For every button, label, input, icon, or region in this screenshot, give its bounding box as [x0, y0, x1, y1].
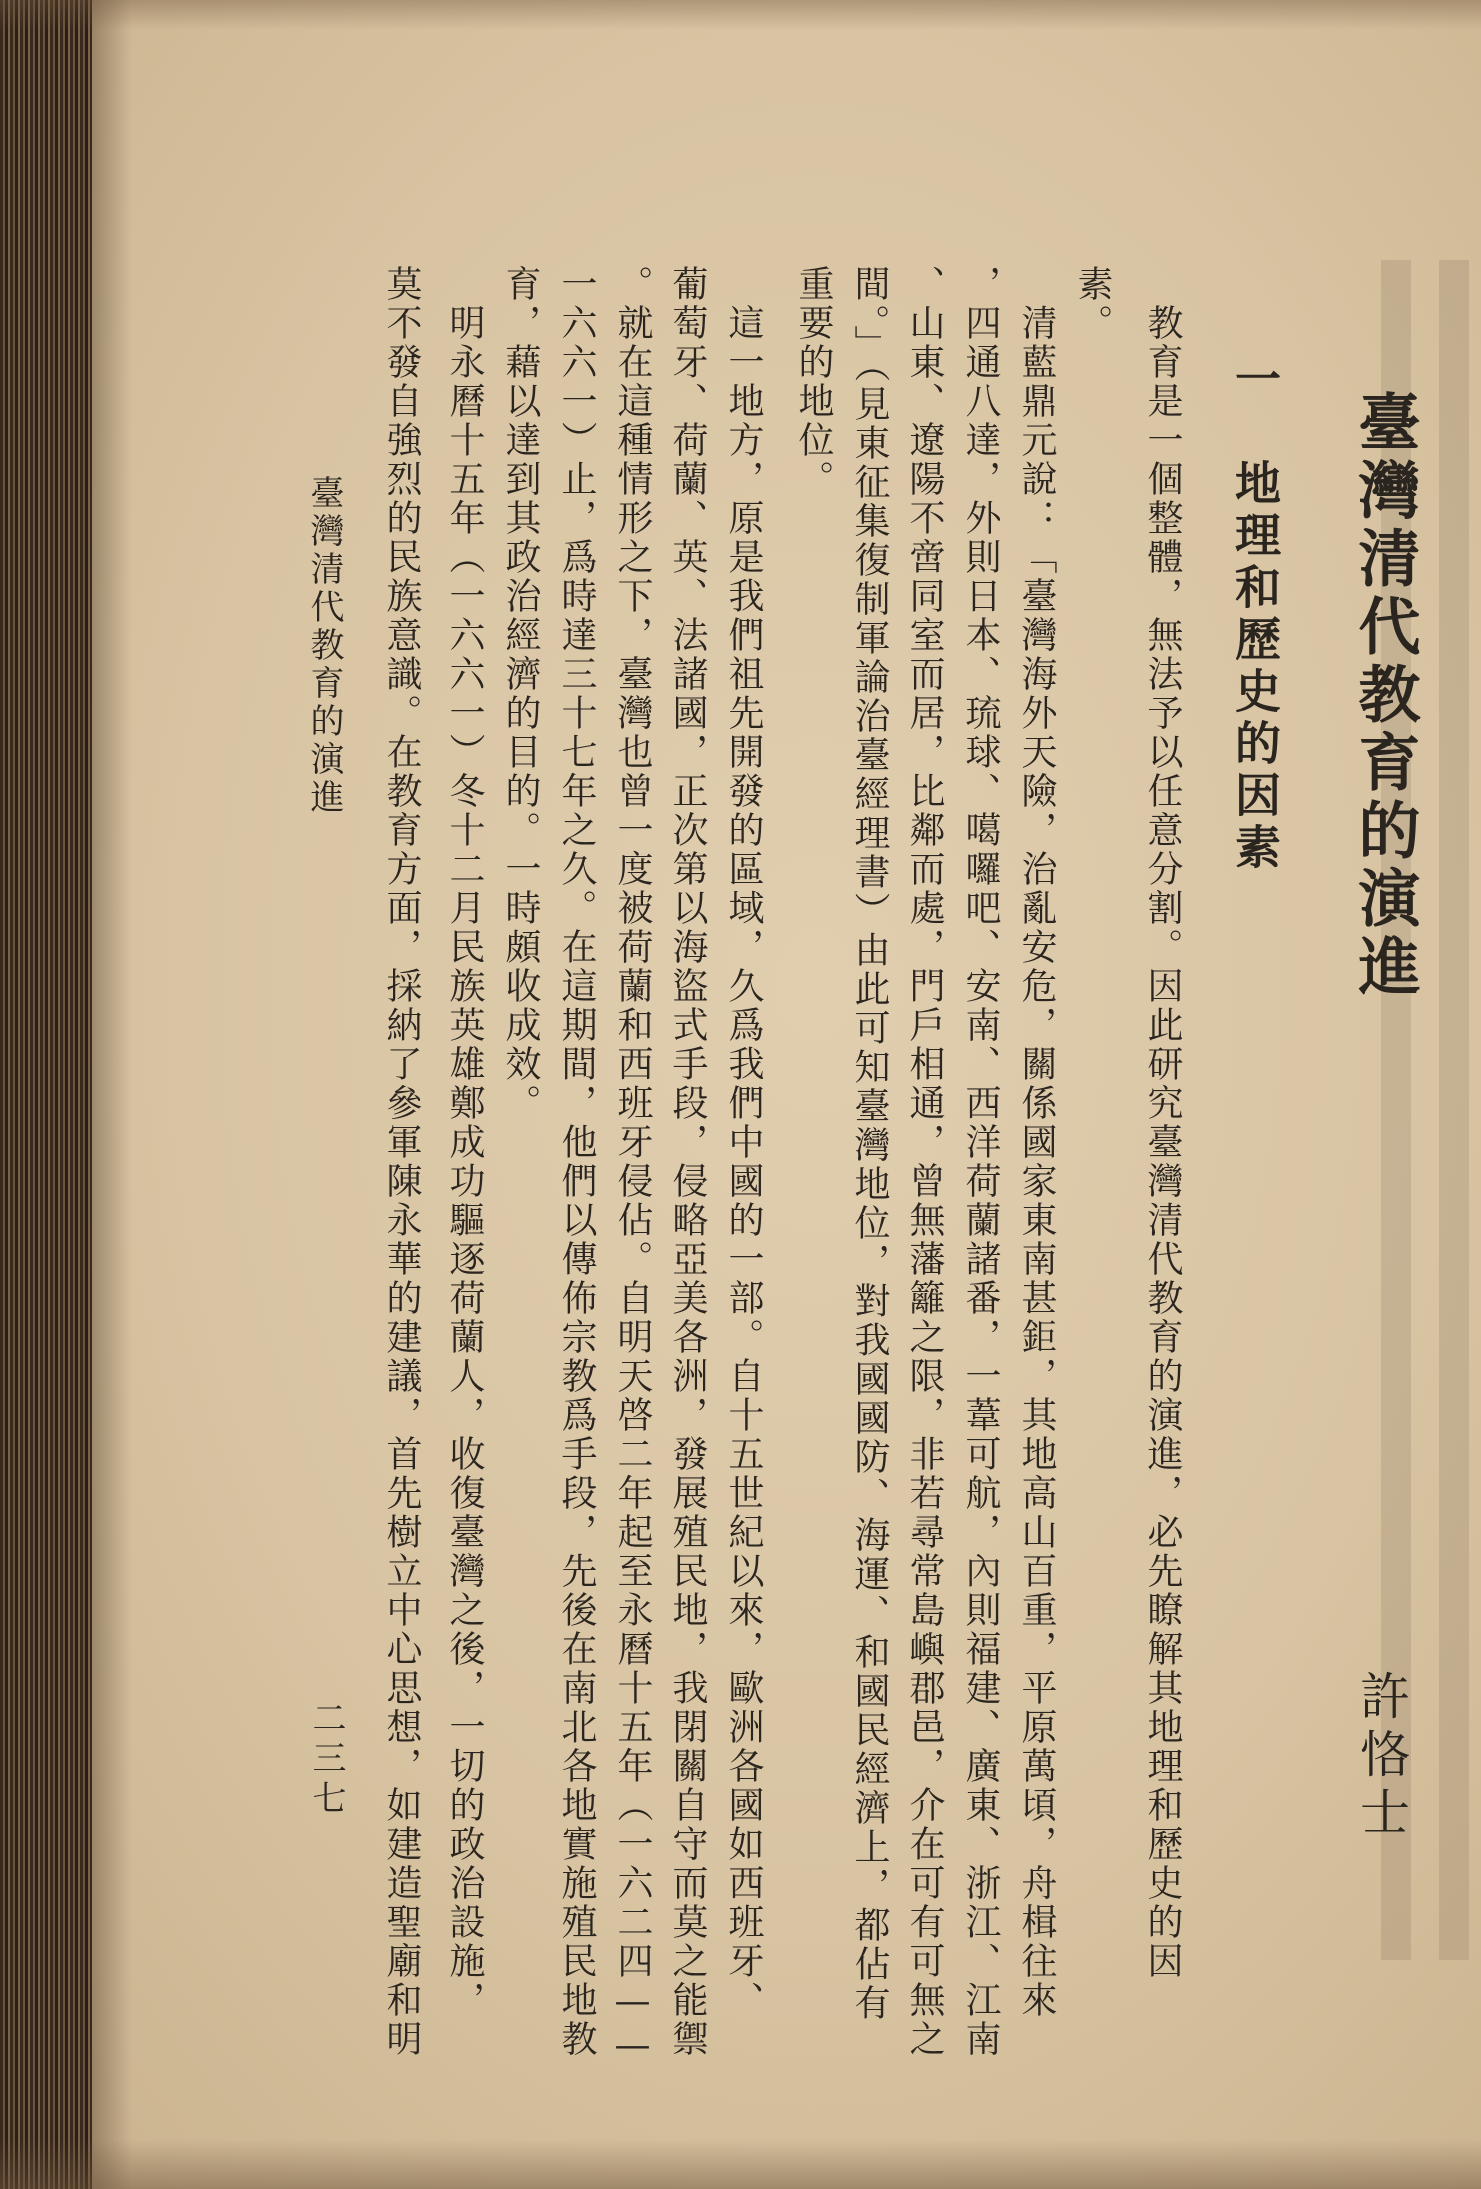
section-heading: 一 地理和歷史的因素: [1228, 355, 1282, 875]
page-number: 二三七: [306, 1700, 346, 1820]
text-column: 重要的地位。: [793, 265, 834, 499]
book-page-edges: [0, 0, 92, 2189]
article-title: 臺灣清代教育的演進: [1348, 390, 1421, 1002]
text-column: 。就在這種情形之下，臺灣也曾一度被荷蘭和西班牙侵佔。自明天啓二年起至永曆十五年（一六二四——: [612, 265, 653, 2069]
text-column: 葡萄牙、荷蘭、英、法諸國，正次第以海盜式手段，侵略亞美各洲，發展殖民地，我閉關自守而莫之能禦: [667, 265, 708, 2059]
text-column: 明永曆十五年（一六六一）冬十二月民族英雄鄭成功驅逐荷蘭人，收復臺灣之後，一切的政治設施，: [444, 265, 485, 2020]
text-column: 教育是一個整體，無法予以任意分割。因此研究臺灣清代教育的演進，必先瞭解其地理和歷史的因: [1142, 265, 1183, 1981]
running-footer-title: 臺灣清代教育的演進: [304, 475, 344, 817]
text-column: ，四通八達，外則日本、琉球、噶囉吧、安南、西洋荷蘭諸番，一葦可航，內則福建、廣東、浙江、江南: [960, 265, 1001, 2059]
text-column: 間。」（見東征集復制軍論治臺經理書）由此可知臺灣地位，對我國國防、海運、和國民經濟上，都佔有: [849, 265, 890, 2023]
text-column: 育，藉以達到其政治經濟的目的。一時頗收成效。: [500, 265, 541, 1123]
text-column: 一六六一）止，爲時達三十七年之久。在這期間，他們以傳佈宗教爲手段，先後在南北各地實施殖民地教: [556, 265, 597, 2059]
top-shadow: [0, 0, 1481, 30]
text-column: 清藍鼎元說：「臺灣海外天險，治亂安危，關係國家東南甚鉅，其地高山百重，平原萬頃，舟楫往來: [1016, 265, 1057, 2020]
text-column: 、山東、遼陽不啻同室而居，比鄰而處，門戶相通，曾無藩籬之限，非若尋常島嶼郡邑，介在可有可無之: [904, 265, 945, 2059]
bottom-shadow: [0, 2139, 1481, 2189]
text-column: 這一地方，原是我們祖先開發的區域，久爲我們中國的一部。自十五世紀以來，歐洲各國如西班牙、: [723, 265, 764, 2020]
text-column: 莫不發自強烈的民族意識。在教育方面，採納了參軍陳永華的建議，首先樹立中心思想，如建造聖廟和明: [381, 265, 422, 2059]
author-name: 許恪士: [1352, 1670, 1410, 1844]
gutter-shadow: [92, 0, 132, 2189]
text-column: 素。: [1072, 265, 1113, 343]
